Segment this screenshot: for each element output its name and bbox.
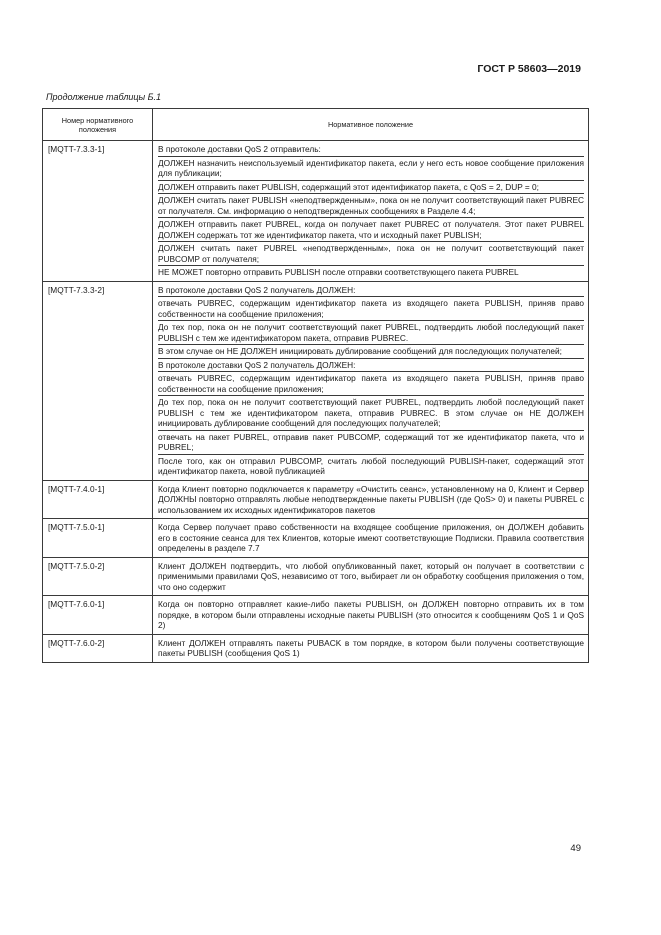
requirement-text-cell (153, 141, 589, 282)
normative-table (42, 108, 589, 663)
requirement-text-cell (153, 480, 589, 519)
table-body (43, 141, 589, 663)
requirement-paragraph: После того, как он отправил PUBCOMP, считать любой последующий PUBLISH-пакет, содержащий этот идентификатор пакета, новой публикацией (158, 455, 584, 476)
requirement-paragraph: ДОЛЖЕН считать пакет PUBREL «неподтвержденным», пока он не получит соответствующий пакет PUBCOMP от получателя; (158, 242, 584, 266)
table-header-row (43, 109, 589, 141)
requirement-id: [MQTT-7.6.0-1] (43, 596, 153, 635)
requirement-paragraph: Когда Клиент повторно подключается к параметру «Очистить сеанс», установленному на 0, Клиент и Сервер ДОЛЖНЫ повторно отправлять любые неподтвержденные пакеты PUBLISH (где QoS> 0) и пакеты PUBREL с использованием их исходных идентификаторов пакетов (158, 483, 584, 515)
table-row (43, 634, 589, 662)
table-row (43, 281, 589, 480)
column-header-text: Нормативное положение (153, 109, 589, 141)
requirement-paragraph: В этом случае он НЕ ДОЛЖЕН инициировать дублирование сообщений для последующих получателей; (158, 345, 584, 359)
requirement-text-cell (153, 557, 589, 596)
requirement-paragraph: Клиент ДОЛЖЕН отправлять пакеты PUBACK в том порядке, в котором были получены соответствующие пакеты PUBLISH (сообщения QoS 1) (158, 637, 584, 658)
requirement-text-cell (153, 281, 589, 480)
table-caption: Продолжение таблицы Б.1 (46, 92, 162, 102)
requirement-paragraph: ДОЛЖЕН отправить пакет PUBLISH, содержащий этот идентификатор пакета, с QoS = 2, DUP = 0; (158, 181, 584, 195)
requirement-paragraph: ДОЛЖЕН считать пакет PUBLISH «неподтвержденным», пока он не получит соответствующий пакет PUBREC от получателя. См. информацию о неподтвержденных сообщениях в Разделе 4.4; (158, 194, 584, 218)
table-row (43, 519, 589, 558)
requirement-id: [MQTT-7.4.0-1] (43, 480, 153, 519)
requirement-paragraph: Когда Сервер получает право собственности на входящее сообщение приложения, он ДОЛЖЕН добавить его в состояние сеанса для тех Клиентов, которые имеют соответствующие Подписки. Правила соответствия определены в разделе 7.7 (158, 522, 584, 553)
requirement-paragraph: ДОЛЖЕН отправить пакет PUBREL, когда он получает пакет PUBREC от получателя. Этот пакет PUBREL ДОЛЖЕН содержать тот же идентификатор пакета, что и исходный пакет PUBLISH; (158, 218, 584, 242)
requirement-text-cell (153, 519, 589, 558)
table-row (43, 596, 589, 635)
requirement-id: [MQTT-7.3.3-2] (43, 281, 153, 480)
requirement-paragraph: До тех пор, пока он не получит соответствующий пакет PUBREL, подтвердить любой последующий пакет PUBLISH с тем же идентификатором пакета, отправив PUBREC. В этом случае он НЕ ДОЛЖЕН инициировать дублирование сообщений для последующих получателей; (158, 396, 584, 431)
requirement-paragraph: Когда он повторно отправляет какие-либо пакеты PUBLISH, он ДОЛЖЕН повторно отправить их в том порядке, в котором были отправлены исходные пакеты PUBLISH (это относится к сообщениям QoS 1 и QoS 2) (158, 599, 584, 630)
requirement-paragraph: В протоколе доставки QoS 2 получатель ДОЛЖЕН: (158, 359, 584, 373)
requirement-paragraph: отвечать на пакет PUBREL, отправив пакет PUBCOMP, содержащий тот же идентификатор пакета, что и PUBREL; (158, 431, 584, 455)
requirement-paragraph: отвечать PUBREC, содержащим идентификатор пакета из входящего пакета PUBLISH, приняв право собственности на сообщение приложения; (158, 297, 584, 321)
requirement-id: [MQTT-7.6.0-2] (43, 634, 153, 662)
requirement-text-cell (153, 596, 589, 635)
requirement-paragraph: ДОЛЖЕН назначить неиспользуемый идентификатор пакета, если у него есть новое сообщение приложения для публикации; (158, 157, 584, 181)
requirement-paragraph: В протоколе доставки QoS 2 получатель ДОЛЖЕН: (158, 284, 584, 298)
column-header-id: Номер нормативного положения (43, 109, 153, 141)
requirement-id: [MQTT-7.3.3-1] (43, 141, 153, 282)
requirement-paragraph: отвечать PUBREC, содержащим идентификатор пакета из входящего пакета PUBLISH, приняв право собственности на сообщение приложения; (158, 372, 584, 396)
requirement-paragraph: В протоколе доставки QoS 2 отправитель: (158, 143, 584, 157)
standard-header: ГОСТ Р 58603—2019 (477, 63, 581, 75)
page-number: 49 (570, 843, 581, 854)
table-row (43, 557, 589, 596)
requirement-paragraph: НЕ МОЖЕТ повторно отправить PUBLISH после отправки соответствующего пакета PUBREL (158, 267, 519, 277)
requirement-id: [MQTT-7.5.0-2] (43, 557, 153, 596)
requirement-paragraph: Клиент ДОЛЖЕН подтвердить, что любой опубликованный пакет, который он получает в соответствии с применимыми правилами QoS, независимо от того, выбирает ли он обработку сообщения приложения о том, что оно содержит (158, 560, 584, 592)
table-row (43, 141, 589, 282)
requirement-id: [MQTT-7.5.0-1] (43, 519, 153, 558)
requirement-text-cell (153, 634, 589, 662)
table-row (43, 480, 589, 519)
requirement-paragraph: До тех пор, пока он не получит соответствующий пакет PUBREL, подтвердить любой последующий пакет PUBLISH с тем же идентификатором пакета, отправив PUBREC. (158, 321, 584, 345)
